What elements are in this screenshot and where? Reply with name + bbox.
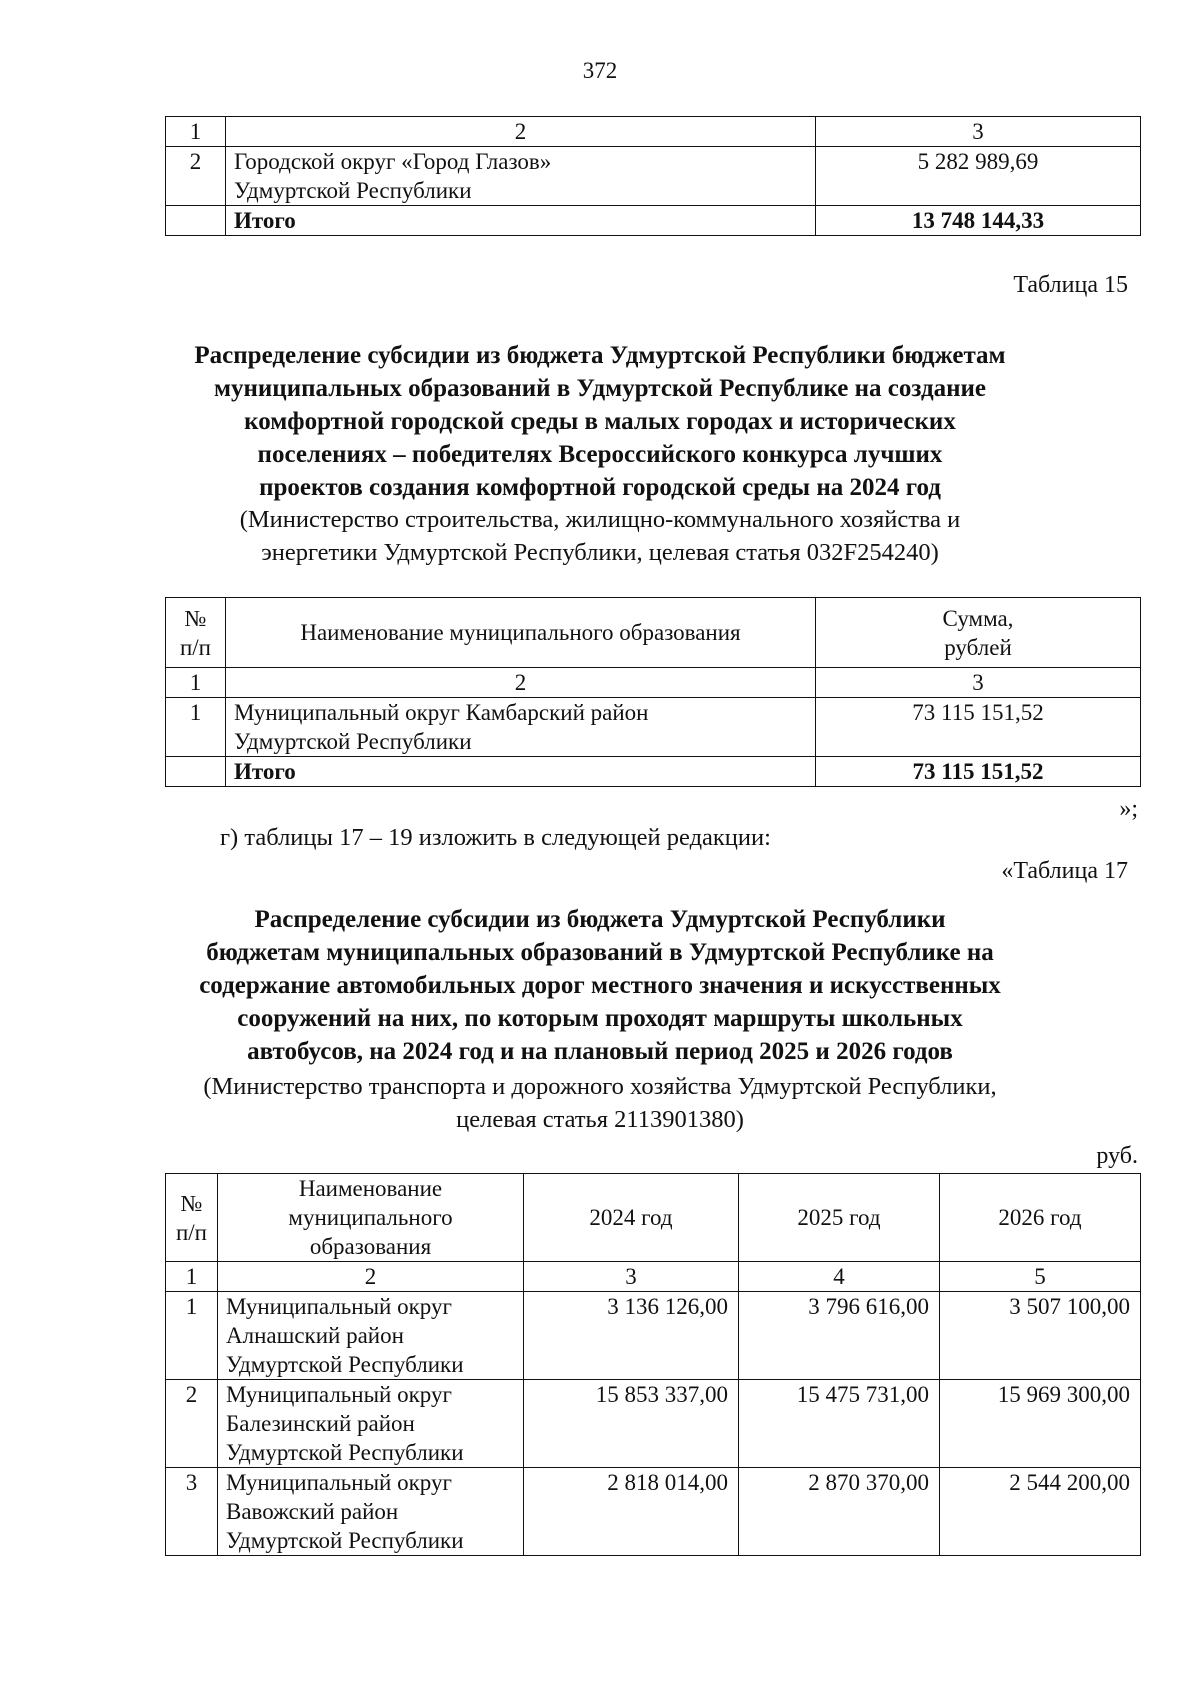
col-index-1: 1: [166, 1262, 218, 1292]
col-index-3: 3: [816, 117, 1141, 147]
table-index-row: [166, 668, 1141, 698]
table-row: [166, 1380, 1141, 1468]
title-line: Распределение субсидии из бюджета Удмуртской Республики: [254, 906, 946, 933]
header-sum-line: Сумма,: [942, 605, 1014, 631]
row-number: 2: [166, 1380, 218, 1468]
row-name-line: Муниципальный округ: [226, 1294, 452, 1319]
total-sum: 73 115 151,52: [816, 757, 1141, 787]
header-2025: 2025 год: [739, 1174, 940, 1262]
table-row: [166, 698, 1141, 757]
title-line: комфортной городской среды в малых городах и исторических: [244, 408, 956, 435]
row-name-line: Вавожский район: [226, 1499, 399, 1524]
table15: [165, 597, 1141, 787]
total-label: Итого: [226, 206, 816, 236]
header-name-line: образования: [309, 1234, 432, 1259]
col-index-3: 3: [816, 668, 1141, 698]
col-index-1: 1: [166, 117, 226, 147]
row-name: [226, 147, 816, 206]
subtitle-line: (Министерство строительства, жилищно-коммунального хозяйства и: [239, 506, 961, 533]
row-name-line: Удмуртской Республики: [234, 178, 472, 203]
col-index-2: 2: [226, 117, 816, 147]
header-name-line: муниципального: [288, 1205, 453, 1230]
title-line: бюджетам муниципальных образований в Удмуртской Республике на: [206, 939, 994, 966]
title-line: Распределение субсидии из бюджета Удмуртской Республики бюджетам: [194, 342, 1006, 369]
table15-title: [0, 339, 1200, 504]
table-total-row: [166, 206, 1141, 236]
row-value-2025: 3 796 616,00: [739, 1292, 940, 1380]
subtitle-line: (Министерство транспорта и дорожного хозяйства Удмуртской Республики,: [203, 1073, 997, 1100]
table17: [165, 1173, 1141, 1556]
row-name: [218, 1380, 524, 1468]
table-header-row: [166, 598, 1141, 668]
row-name-line: Удмуртской Республики: [226, 1528, 464, 1553]
row-name: [218, 1292, 524, 1380]
header-number-line: №: [184, 605, 207, 631]
total-sum: 13 748 144,33: [816, 206, 1141, 236]
row-value-2026: 3 507 100,00: [940, 1292, 1141, 1380]
row-number: 3: [166, 1468, 218, 1556]
row-value-2025: 15 475 731,00: [739, 1380, 940, 1468]
title-line: содержание автомобильных дорог местного значения и искусственных: [199, 972, 1001, 999]
row-number: 1: [166, 698, 226, 757]
header-name: [218, 1174, 524, 1262]
header-sum-line: рублей: [944, 634, 1012, 660]
row-number: 1: [166, 1292, 218, 1380]
header-2026: 2026 год: [940, 1174, 1141, 1262]
row-name-line: Муниципальный округ Камбарский район: [234, 700, 649, 725]
header-number-line: п/п: [175, 1219, 207, 1245]
unit-label: руб.: [1096, 1143, 1138, 1169]
row-name-line: Удмуртской Республики: [234, 729, 472, 754]
row-name-line: Муниципальный округ: [226, 1382, 452, 1407]
header-2024: 2024 год: [524, 1174, 739, 1262]
total-blank: [166, 206, 226, 236]
row-value-2024: 15 853 337,00: [524, 1380, 739, 1468]
row-name-line: Балезинский район: [226, 1411, 415, 1436]
table-index-row: [166, 117, 1141, 147]
row-value-2024: 2 818 014,00: [524, 1468, 739, 1556]
row-value-2026: 15 969 300,00: [940, 1380, 1141, 1468]
table-row: [166, 1292, 1141, 1380]
title-line: автобусов, на 2024 год и на плановый период 2025 и 2026 годов: [247, 1038, 953, 1065]
row-name: [226, 698, 816, 757]
row-value-2026: 2 544 200,00: [940, 1468, 1141, 1556]
row-name-line: Алнашский район: [226, 1323, 404, 1348]
row-name-line: Городской округ «Город Глазов»: [234, 149, 552, 174]
col-index-5: 5: [940, 1262, 1141, 1292]
row-name-line: Муниципальный округ: [226, 1470, 452, 1495]
header-number: [166, 1174, 218, 1262]
row-value-2024: 3 136 126,00: [524, 1292, 739, 1380]
col-index-3: 3: [524, 1262, 739, 1292]
row-sum: 5 282 989,69: [816, 147, 1141, 206]
header-number: [166, 598, 226, 668]
page-number: 372: [582, 58, 618, 83]
table-row: [166, 147, 1141, 206]
row-value-2025: 2 870 370,00: [739, 1468, 940, 1556]
table15-label: Таблица 15: [1013, 272, 1128, 298]
title-line: сооружений на них, по которым проходят маршруты школьных: [237, 1005, 963, 1032]
table17-label: «Таблица 17: [1001, 858, 1128, 884]
table15-subtitle: [0, 503, 1200, 569]
row-number: 2: [166, 147, 226, 206]
row-sum: 73 115 151,52: [816, 698, 1141, 757]
col-index-2: 2: [218, 1262, 524, 1292]
closing-quote: »;: [1119, 796, 1138, 822]
instruction-text: г) таблицы 17 – 19 изложить в следующей редакции:: [220, 824, 771, 851]
subtitle-line: энергетики Удмуртской Республики, целевая статья 032F254240): [261, 539, 939, 566]
table-header-row: [166, 1174, 1141, 1262]
row-name-line: Удмуртской Республики: [226, 1352, 464, 1377]
row-name-line: Удмуртской Республики: [226, 1440, 464, 1465]
header-name-line: Наименование: [298, 1176, 443, 1201]
total-label: Итого: [226, 757, 816, 787]
table17-subtitle: [0, 1070, 1200, 1136]
col-index-1: 1: [166, 668, 226, 698]
header-sum: [816, 598, 1141, 668]
col-index-4: 4: [739, 1262, 940, 1292]
table-index-row: [166, 1262, 1141, 1292]
title-line: проектов создания комфортной городской среды на 2024 год: [259, 474, 941, 501]
header-number-line: №: [180, 1190, 203, 1216]
subtitle-line: целевая статья 2113901380): [456, 1106, 744, 1133]
header-name: Наименование муниципального образования: [226, 598, 816, 668]
total-blank: [166, 757, 226, 787]
row-name: [218, 1468, 524, 1556]
title-line: муниципальных образований в Удмуртской Республике на создание: [213, 375, 987, 402]
col-index-2: 2: [226, 668, 816, 698]
table17-title: [0, 903, 1200, 1068]
title-line: поселениях – победителях Всероссийского конкурса лучших: [257, 441, 943, 468]
table-previous: [165, 116, 1141, 236]
table-total-row: [166, 757, 1141, 787]
table-row: [166, 1468, 1141, 1556]
header-number-line: п/п: [179, 634, 211, 660]
